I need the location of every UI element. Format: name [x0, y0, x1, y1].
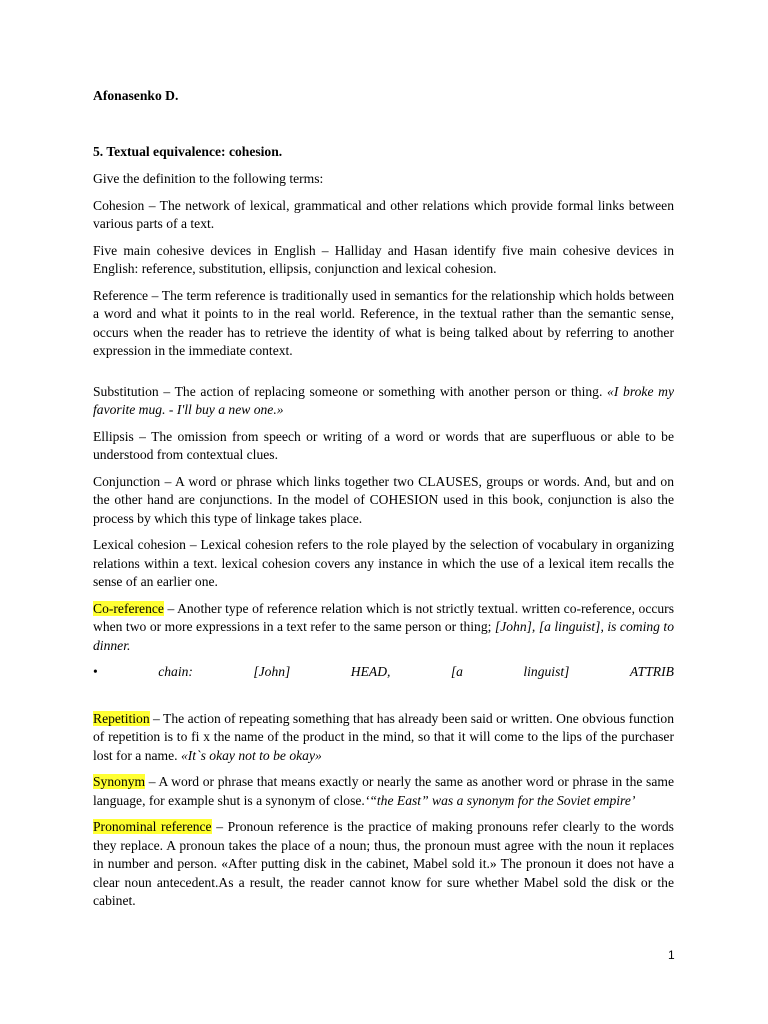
term-label: Five main cohesive devices in English [93, 242, 316, 258]
bullet-glyph: • [93, 664, 98, 679]
definition-text: – The omission from speech or writing of a word or words that are superfluous or able to be understood from contextual clues. [93, 428, 674, 462]
highlighted-term: Co-reference [93, 600, 164, 616]
entry-pronominal-reference [93, 818, 674, 911]
entry-cohesion [93, 197, 674, 234]
definition-text: – The action of replacing someone or something with another person or thing. [158, 383, 608, 399]
document-body [93, 80, 674, 919]
section-heading: 5. Textual equivalence: cohesion. [93, 143, 283, 159]
definition-text: – A word or phrase which links together two CLAUSES, groups or words. And, but and on the other hand are conjunctions. In the model of COHESION used in this book, conjunction is also the process by which this type of linkage takes place. [93, 473, 674, 526]
definition-text: – Pronoun reference is the practice of making pronouns refer clearly to the words they replace. A pronoun takes the place of a noun; thus, the pronoun must agree with the noun it replaces in number and person. «After putting disk in the cabinet, Mabel sold it.» The pronoun it does not have a clear noun antecedent.As a result, the reader cannot know for sure whether Mabel sold the disk or the cabinet. [93, 819, 674, 908]
definition-text: – Another type of reference relation which is not strictly textual. written co-reference, occurs when two or more expressions in a text refer to the same person or thing; [93, 600, 674, 634]
chain-word: [a [450, 664, 463, 679]
term-label: Reference [93, 287, 149, 303]
entry-lexical-cohesion [93, 536, 674, 592]
chain-word: ATTRIB [629, 664, 674, 679]
example-text: «I broke my favorite mug. - I'll buy a new one.» [93, 383, 674, 417]
definition-text: – Halliday and Hasan identify five main cohesive devices in English: reference, substitution, ellipsis, conjunction and lexical cohesion. [93, 242, 674, 276]
example-text: «It`s okay not to be okay» [180, 747, 322, 763]
entry-synonym [93, 773, 674, 810]
term-label: Lexical cohesion [93, 537, 186, 552]
page-number: 1 [668, 948, 675, 962]
entry-cohesive-devices [93, 242, 674, 279]
term-label: Substitution [93, 383, 159, 399]
entry-ellipsis [93, 428, 674, 465]
definition-text: – Lexical cohesion refers to the role played by the selection of vocabulary in organizing relations within a text. lexical cohesion covers any instance in which the use of a lexical item recalls the sense of an earlier one. [93, 537, 674, 589]
entry-substitution [93, 383, 674, 420]
entry-reference [93, 287, 674, 361]
entry-co-reference [93, 600, 674, 656]
definition-text: – The action of repeating something that has already been said or written. One obvious function of repetition is to fi x the name of the product in the mind, so that it will come to the lips of the purchaser lost for a name. [93, 710, 674, 763]
author-name: Afonasenko D. [93, 88, 179, 103]
entry-conjunction [93, 473, 674, 529]
term-label: Ellipsis [93, 428, 134, 444]
highlighted-term: Repetition [93, 710, 150, 726]
term-label: Cohesion [93, 197, 145, 213]
definition-text: – A word or phrase that means exactly or nearly the same as another word or phrase in the same language, for example shut is a synonym of close. [93, 774, 674, 808]
intro-text: Give the definition to the following terms: [93, 171, 324, 186]
chain-word: chain: [158, 664, 193, 679]
chain-bullet-line [93, 663, 674, 682]
highlighted-term: Pronominal reference [93, 819, 212, 834]
definition-text: – The term reference is traditionally used in semantics for the relationship which holds between a word and what it points to in the real world. Reference, in the textual rather than the semantic sense, occurs when the reader has to retrieve the identity of what is being talked about by referring to another expression in the immediate context. [93, 287, 674, 358]
term-label: Conjunction [93, 473, 161, 489]
chain-word: linguist] [523, 664, 570, 679]
highlighted-term: Synonym [93, 774, 146, 789]
chain-word: HEAD, [350, 664, 391, 679]
chain-word: [John] [253, 664, 291, 679]
example-text: [John], [a linguist], is coming to dinner. [93, 619, 675, 653]
example-text: ‘“the East” was a synonym for the Soviet empire’ [364, 792, 636, 808]
definition-text: – The network of lexical, grammatical and other relations which provide formal links between various parts of a text. [93, 197, 674, 231]
entry-repetition [93, 710, 674, 766]
